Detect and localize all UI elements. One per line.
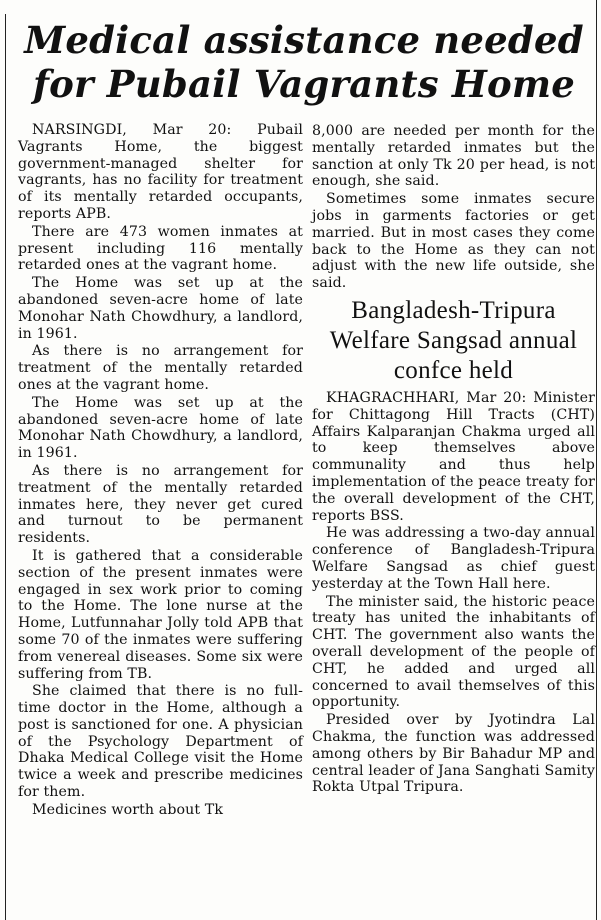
- article-headline: Medical assistance needed for Pubail Vagrants Home: [24, 18, 584, 106]
- article-paragraph: Sometimes some inmates secure jobs in garments factories or get married. But in most cases they come back to the Home as they can not adjust with the new life outside, she said.: [312, 191, 595, 292]
- article-paragraph: Medicines worth about Tk: [32, 801, 224, 818]
- article-paragraph: NARSINGDI, Mar 20: Pubail Vagrants Home, the biggest government-managed shelter for vagrants, has no facility for treatment of its mentally retarded occupants, reports APB.: [18, 122, 303, 222]
- left-border-rule: [5, 14, 6, 920]
- article-paragraph-continued: 8,000 are needed per month for the mentally retarded inmates but the sanction at only Tk 20 per head, is not enough, she said.: [312, 123, 595, 190]
- article-paragraph: The Home was set up at the abandoned seven-acre home of late Monohar Nath Chowdhury, a landlord, in 1961.: [18, 275, 303, 342]
- right-border-rule: [596, 0, 597, 920]
- right-column: [312, 123, 595, 797]
- second-article-paragraph: KHAGRACHHARI, Mar 20: Minister for Chittagong Hill Tracts (CHT) Affairs Kalparanjan Chakma urged all to keep themselves above communality and thus help implementation of the peace treaty for the overall development of the CHT, reports BSS.: [312, 389, 595, 524]
- second-article-headline: Bangladesh-Tripura Welfare Sangsad annual confce held: [329, 296, 578, 384]
- article-paragraph: The Home was set up at the abandoned seven-acre home of late Monohar Nath Chowdhury, a landlord, in 1961.: [18, 394, 303, 462]
- article-paragraph: As there is no arrangement for treatment of the mentally retarded inmates here, they never get cured and turnout to be permanent residents.: [18, 462, 303, 547]
- article-paragraph: There are 473 women inmates at present including 116 mentally retarded ones at the vagrant home.: [18, 223, 303, 274]
- second-article-paragraph: Presided over by Jyotindra Lal Chakma, the function was addressed among others by Bir Bahadur MP and central leader of Jana Sanghati Samity Rokta Utpal Tripura.: [312, 712, 595, 796]
- left-column: [18, 122, 303, 820]
- article-paragraph: As there is no arrangement for treatment of the mentally retarded ones at the vagrant home.: [18, 343, 303, 393]
- second-article-paragraph: The minister said, the historic peace treaty has united the inhabitants of CHT. The government also wants the overall development of the people of CHT, he added and urged all concerned to avail themselves of this opportunity.: [312, 593, 595, 711]
- article-paragraph: It is gathered that a considerable section of the present inmates were engaged in sex work prior to coming to the Home. The lone nurse at the Home, Lutfunnahar Jolly told APB that some 70 of the inmates were suffering from venereal diseases. Some six were suffering from TB.: [18, 547, 303, 682]
- second-article-paragraph: He was addressing a two-day annual conference of Bangladesh-Tripura Welfare Sangsad as chief guest yesterday at the Town Hall here.: [312, 525, 595, 592]
- article-paragraph: She claimed that there is no full-time doctor in the Home, although a post is sanctioned for one. A physician of the Psychology Department of Dhaka Medical College visit the Home twice a week and prescribe medicines for them.: [18, 683, 303, 801]
